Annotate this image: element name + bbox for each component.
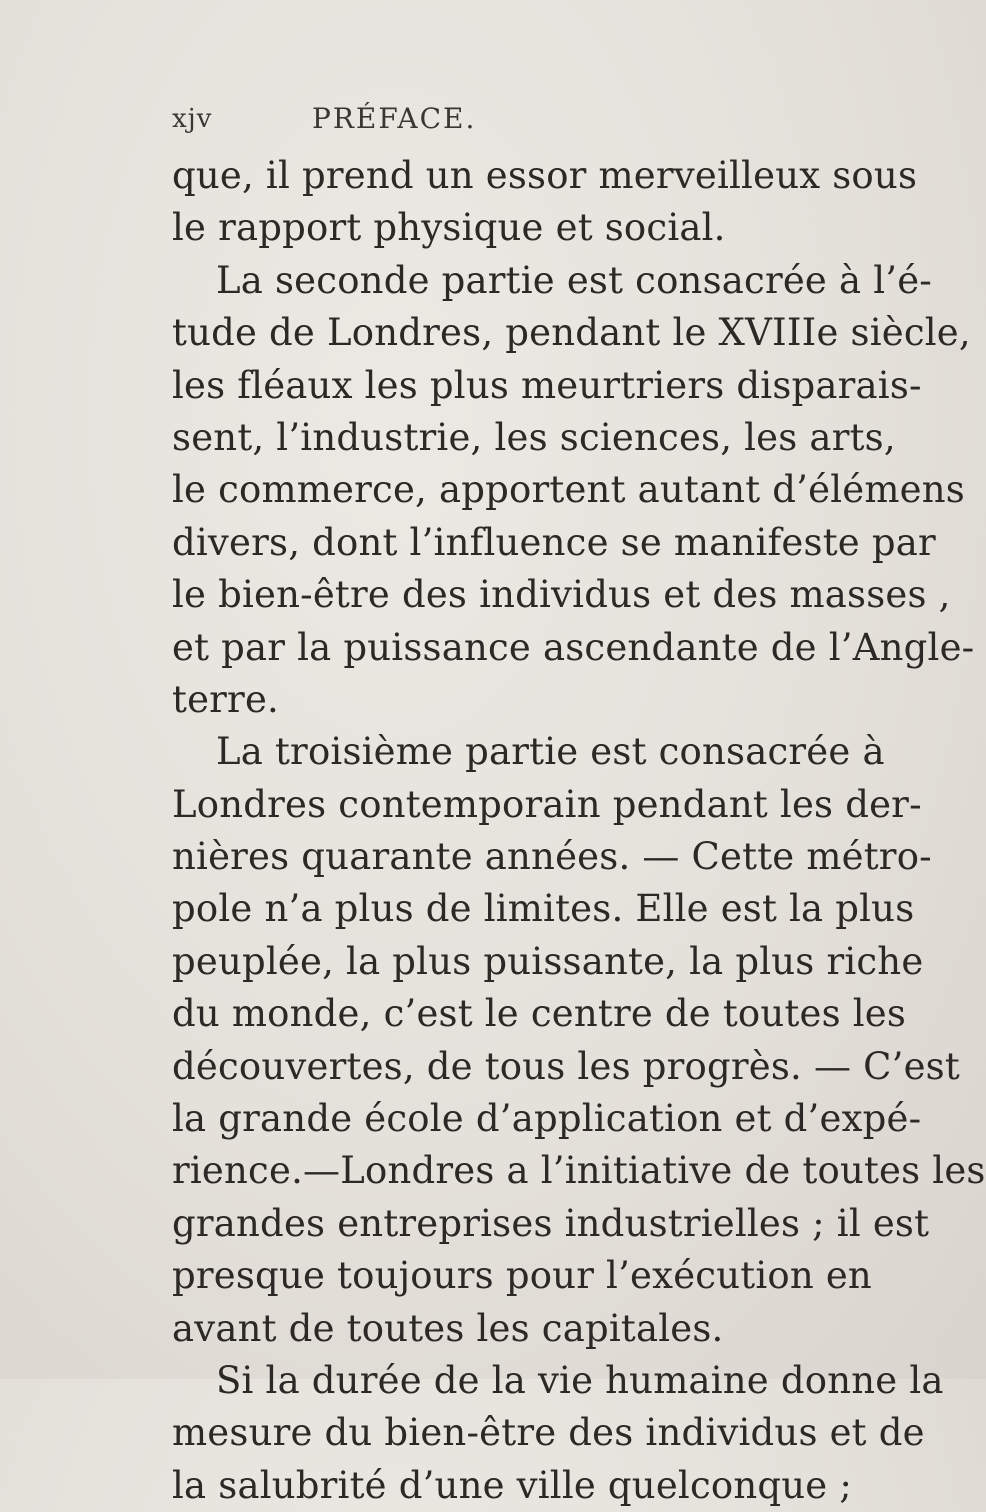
text-line: la grande école d’application et d’expé-	[172, 1097, 922, 1141]
text-line: tude de Londres, pendant le XVIIIe siècle,	[172, 311, 971, 355]
text-line: la salubrité d’une ville quelconque ;	[172, 1463, 853, 1507]
page-header	[172, 98, 692, 138]
paragraph-start-line: La seconde partie est consacrée à l’é-	[216, 258, 933, 302]
text-line: peuplée, la plus puissante, la plus riche	[172, 939, 924, 983]
text-line: et par la puissance ascendante de l’Angle-	[172, 625, 975, 669]
text-line: découvertes, de tous les progrès. — C’est	[172, 1044, 960, 1088]
text-line: presque toujours pour l’exécution en	[172, 1254, 872, 1298]
text-line: le rapport physique et social.	[172, 206, 726, 250]
text-line: pole n’a plus de limites. Elle est la plus	[172, 887, 915, 931]
text-line: que, il prend un essor merveilleux sous	[172, 154, 918, 197]
text-line: rience.—Londres a l’initiative de toutes les	[172, 1149, 986, 1193]
paragraph-start-line: La troisième partie est consacrée à	[216, 730, 885, 774]
text-line: terre.	[172, 677, 279, 721]
text-line: sent, l’industrie, les sciences, les arts,	[172, 415, 896, 459]
text-line: nières quarante années. — Cette métro-	[172, 835, 932, 879]
text-line: mesure du bien-être des individus et de	[172, 1411, 925, 1455]
running-head: PRÉFACE.	[312, 102, 477, 135]
text-line: avant de toutes les capitales.	[172, 1306, 724, 1350]
paragraph-start-line: Si la durée de la vie humaine donne la	[216, 1358, 944, 1402]
text-line: le commerce, apportent autant d’élémens	[172, 468, 965, 512]
text-line: le bien-être des individus et des masses ,	[172, 573, 951, 617]
text-line: du monde, c’est le centre de toutes les	[172, 992, 907, 1036]
text-line: Londres contemporain pendant les der-	[172, 782, 922, 826]
page-number: xjv	[172, 104, 213, 134]
text-line: divers, dont l’influence se manifeste par	[172, 520, 936, 564]
text-line: grandes entreprises industrielles ; il est	[172, 1201, 930, 1245]
text-line: les fléaux les plus meurtriers disparais-	[172, 363, 922, 407]
body-text	[172, 150, 986, 1512]
